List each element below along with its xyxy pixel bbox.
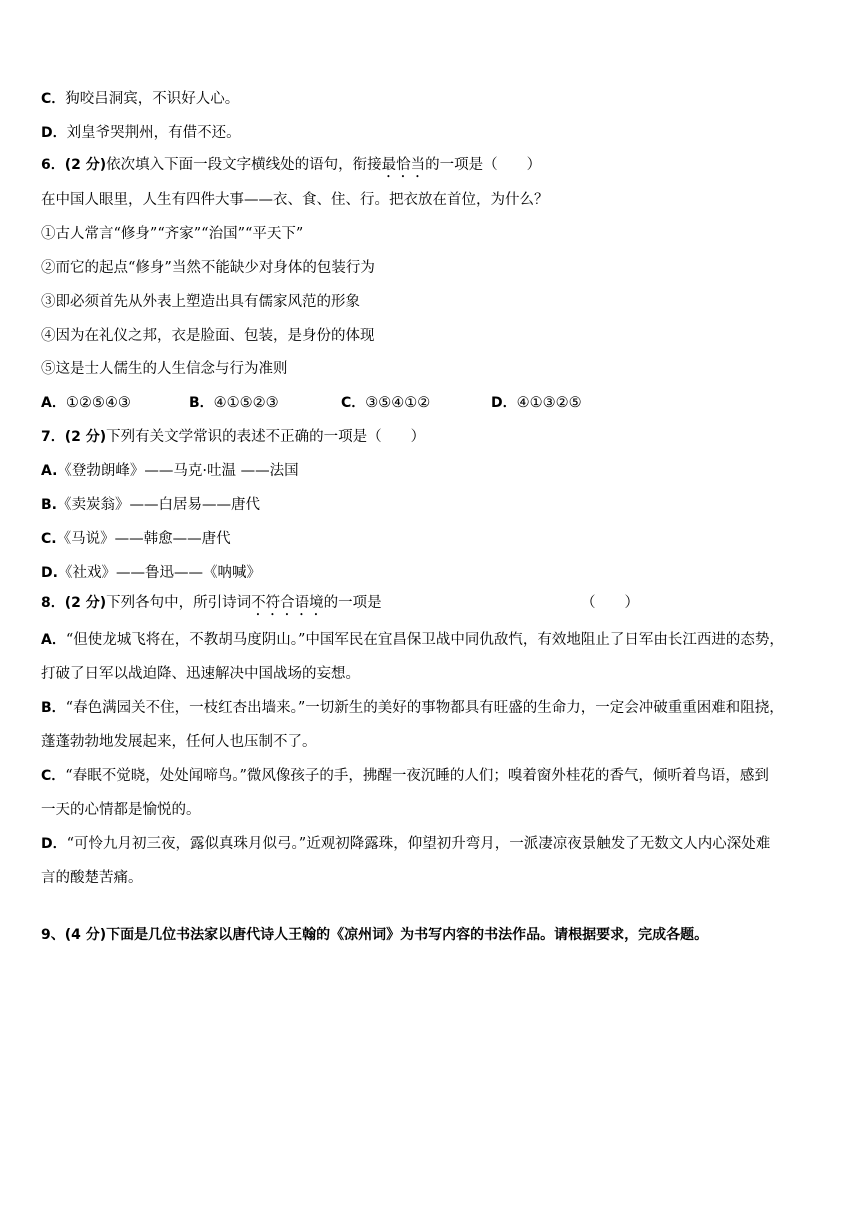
- option-text: 狗咬吕洞宾，不识好人心。: [65, 91, 240, 107]
- q5-option-d: [41, 123, 241, 143]
- q8-option-b-cont: 蓬蓬勃勃地发展起来，任何人也压制不了。: [41, 734, 317, 750]
- option-letter: C．: [41, 768, 66, 784]
- option-text: 《社戏》——鲁迅——《呐喊》: [57, 565, 261, 581]
- stem-text-b: 的一项是: [323, 595, 382, 611]
- question-number: 6．(2 分): [41, 157, 107, 173]
- q8-option-d-cont: 言的酸楚苦痛。: [41, 870, 143, 886]
- q8-stem: [41, 593, 639, 619]
- option-letter: D.: [41, 565, 58, 581]
- option-text: “可怜九月初三夜，露似真珠月似弓。”近观初降露珠，仰望初升弯月，一派凄凉夜景触发了无数文人内心深处难: [66, 836, 771, 852]
- q8-option-a: [41, 630, 784, 650]
- q5-option-c: [41, 89, 239, 109]
- option-text: “春眠不觉晓，处处闻啼鸟。”微风像孩子的手，拂醒一夜沉睡的人们；嗅着窗外桂花的香气，倾听着鸟语，感到: [65, 768, 769, 784]
- option-text: ④①⑤②③: [213, 395, 279, 411]
- option-letter: D．: [41, 125, 67, 141]
- q7-stem: [41, 427, 425, 447]
- q7-option-c: [41, 529, 231, 549]
- option-text: ④①③②⑤: [516, 395, 582, 411]
- q6-item-4: ④因为在礼仪之邦，衣是脸面、包装，是身份的体现: [41, 328, 375, 344]
- q6-item-5: ⑤这是士人儒生的人生信念与行为准则: [41, 361, 288, 377]
- option-text: “但使龙城飞将在，不教胡马度阴山。”中国军民在宜昌保卫战中同仇敌忾，有效地阻止了日军由长江西进的态势，: [65, 632, 784, 648]
- q8-option-b: [41, 698, 784, 718]
- option-text: ③⑤④①②: [365, 395, 431, 411]
- option-letter: D．: [491, 395, 517, 411]
- option-letter: C．: [341, 395, 366, 411]
- option-letter: C.: [41, 531, 57, 547]
- q6-item-1: ①古人常言“修身”“齐家”“治国”“平天下”: [41, 226, 304, 242]
- q9-stem: [41, 925, 708, 945]
- q6-option-a: [41, 393, 131, 413]
- q7-option-a: [41, 461, 299, 481]
- option-letter: B．: [41, 700, 66, 716]
- stem-text-a: 下列各句中，所引诗词: [106, 595, 252, 611]
- q8-option-a-cont: 打破了日军以战迫降、迅速解决中国战场的妄想。: [41, 666, 360, 682]
- option-letter: C．: [41, 91, 66, 107]
- stem-text: 下列有关文学常识的表述不正确的一项是（ ）: [106, 429, 426, 445]
- q6-intro: 在中国人眼里，人生有四件大事——衣、食、住、行。把衣放在首位，为什么？: [41, 192, 549, 208]
- option-text: 刘皇爷哭荆州，有借不还。: [66, 125, 241, 141]
- stem-text-b: 的一项是（ ）: [425, 157, 542, 173]
- option-text: 《马说》——韩愈——唐代: [56, 531, 231, 547]
- option-text: ①②⑤④③: [65, 395, 131, 411]
- question-number: 8．(2 分): [41, 595, 107, 611]
- stem-text: 下面是几位书法家以唐代诗人王翰的《凉州词》为书写内容的书法作品。请根据要求，完成各题。: [106, 927, 709, 943]
- option-letter: A.: [41, 463, 58, 479]
- q6-option-b: [189, 393, 279, 413]
- question-number: 9、(4 分): [41, 927, 107, 943]
- option-text: 《卖炭翁》——白居易——唐代: [57, 497, 260, 513]
- emphasized-text: 不符合语境: [251, 595, 324, 611]
- stem-text-a: 依次填入下面一段文字横线处的语句，衔接: [106, 157, 382, 173]
- q6-item-3: ③即必须首先从外表上塑造出具有儒家风范的形象: [41, 294, 360, 310]
- q8-option-d: [41, 834, 770, 854]
- q6-item-2: ②而它的起点“修身”当然不能缺少对身体的包装行为: [41, 260, 375, 276]
- q6-option-c: [341, 393, 430, 413]
- q7-option-b: [41, 495, 260, 515]
- question-number: 7．(2 分): [41, 429, 107, 445]
- option-letter: A．: [41, 632, 66, 648]
- q6-stem: [41, 155, 541, 181]
- q7-option-d: [41, 563, 261, 583]
- q8-option-c: [41, 766, 769, 786]
- q6-option-d: [491, 393, 582, 413]
- option-letter: B.: [41, 497, 57, 513]
- emphasized-text: 最恰当: [381, 157, 426, 173]
- q8-option-c-cont: 一天的心情都是愉悦的。: [41, 802, 201, 818]
- option-letter: A．: [41, 395, 66, 411]
- option-letter: D．: [41, 836, 67, 852]
- option-letter: B．: [189, 395, 214, 411]
- option-text: 《登勃朗峰》——马克·吐温 ——法国: [57, 463, 299, 479]
- answer-paren: （ ）: [581, 595, 639, 611]
- option-text: “春色满园关不住，一枝红杏出墙来。”一切新生的美好的事物都具有旺盛的生命力，一定会冲破重重困难和阻挠，: [65, 700, 784, 716]
